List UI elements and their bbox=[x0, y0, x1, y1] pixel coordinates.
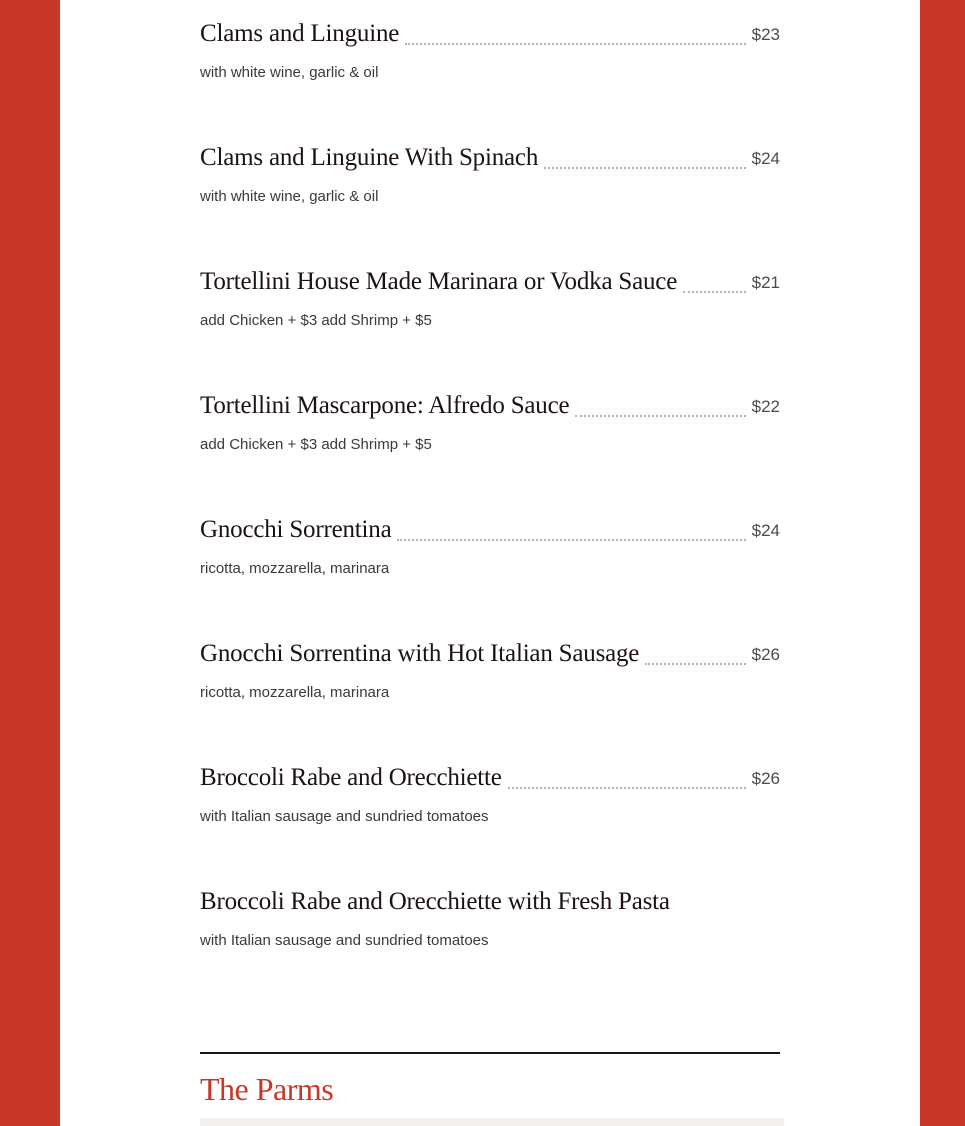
dotted-leader bbox=[508, 786, 746, 789]
menu-item-name: Tortellini Mascarpone: Alfredo Sauce bbox=[200, 392, 570, 419]
menu-item-description: with white wine, garlic & oil bbox=[200, 64, 379, 81]
menu-item-name: Broccoli Rabe and Orecchiette with Fresh Pasta bbox=[200, 888, 670, 915]
dotted-leader bbox=[397, 538, 745, 541]
menu-item-name: Gnocchi Sorrentina with Hot Italian Sausage bbox=[200, 640, 640, 667]
menu-item-description: with white wine, garlic & oil bbox=[200, 188, 379, 205]
menu-item-description: add Chicken + $3 add Shrimp + $5 bbox=[200, 312, 432, 329]
menu-page bbox=[60, 0, 920, 1126]
menu-item-header bbox=[200, 512, 780, 546]
menu-item-description: with Italian sausage and sundried tomatoes bbox=[200, 808, 489, 825]
menu-item-description: add Chicken + $3 add Shrimp + $5 bbox=[200, 436, 432, 453]
menu-item-header bbox=[200, 140, 780, 174]
menu-item-name: Clams and Linguine bbox=[200, 20, 400, 47]
menu-item-header bbox=[200, 16, 780, 50]
menu-item-header bbox=[200, 264, 780, 298]
menu-item-price: $24 bbox=[751, 149, 780, 168]
menu-item bbox=[200, 496, 780, 596]
menu-item-price: $24 bbox=[751, 521, 780, 540]
next-section-list-top bbox=[200, 1118, 784, 1126]
dotted-leader bbox=[405, 42, 745, 45]
menu-item bbox=[200, 620, 780, 720]
menu-item-name: Gnocchi Sorrentina bbox=[200, 516, 392, 543]
section-divider bbox=[200, 1052, 780, 1054]
menu-item-description: with Italian sausage and sundried tomatoes bbox=[200, 932, 489, 949]
menu-item bbox=[200, 744, 780, 844]
menu-item-header bbox=[200, 884, 780, 918]
menu-item-name: Broccoli Rabe and Orecchiette bbox=[200, 764, 502, 791]
menu-item-name: Tortellini House Made Marinara or Vodka Sauce bbox=[200, 268, 678, 295]
dotted-leader bbox=[683, 290, 746, 293]
menu-item-price: $23 bbox=[751, 25, 780, 44]
menu-item-name: Clams and Linguine With Spinach bbox=[200, 144, 539, 171]
menu-item bbox=[200, 0, 780, 100]
menu-item-header bbox=[200, 760, 780, 794]
menu-item-description: ricotta, mozzarella, marinara bbox=[200, 560, 390, 577]
menu-item-price: $21 bbox=[751, 273, 780, 292]
menu-item-price: $26 bbox=[751, 769, 780, 788]
dotted-leader bbox=[575, 414, 745, 417]
section-title: The Parms bbox=[200, 1071, 334, 1107]
menu-item-header bbox=[200, 388, 780, 422]
menu-item-price: $22 bbox=[751, 397, 780, 416]
menu-item-header bbox=[200, 636, 780, 670]
menu-item-description: ricotta, mozzarella, marinara bbox=[200, 684, 390, 701]
menu-item bbox=[200, 372, 780, 472]
menu-item-price: $26 bbox=[751, 645, 780, 664]
menu-item bbox=[200, 868, 780, 968]
dotted-leader bbox=[645, 662, 745, 665]
menu-item bbox=[200, 124, 780, 224]
menu-item bbox=[200, 248, 780, 348]
dotted-leader bbox=[544, 166, 746, 169]
